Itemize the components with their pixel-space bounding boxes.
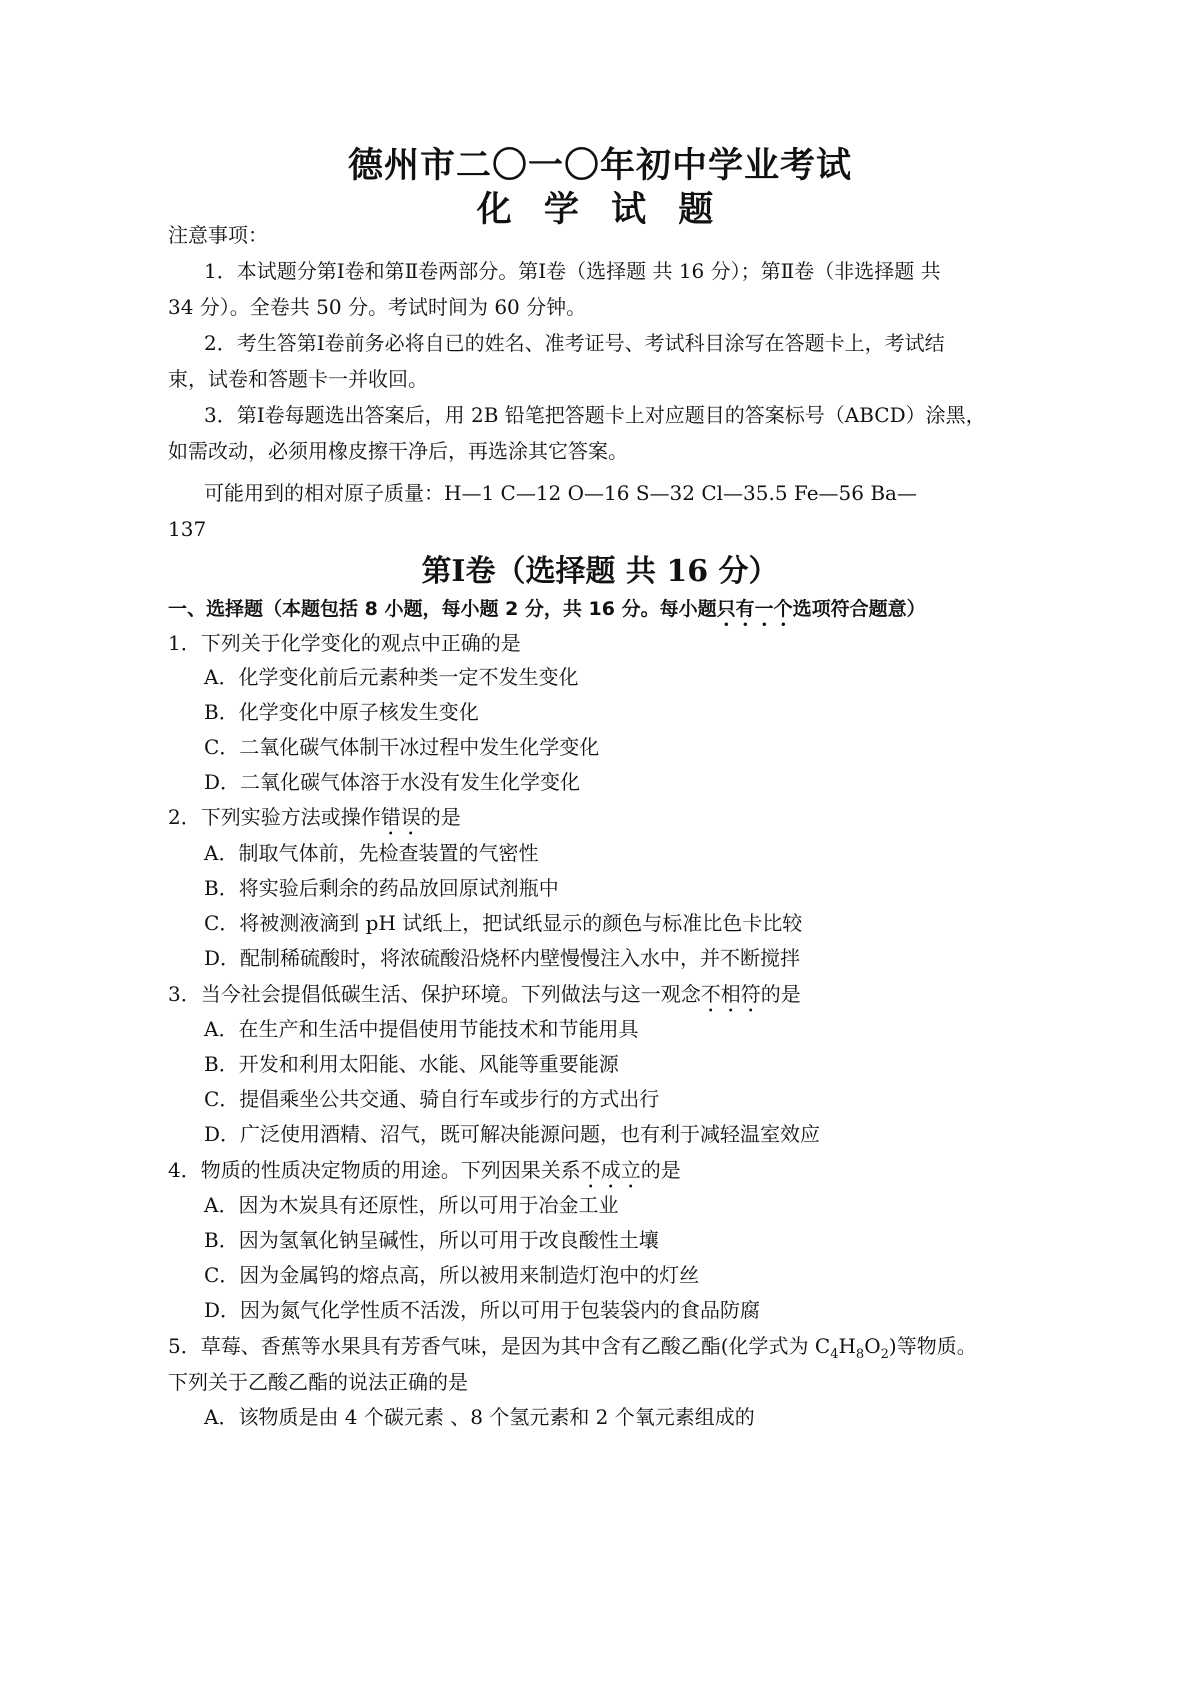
formula-o: O — [864, 1334, 881, 1358]
question-4-stem-prefix: 4．物质的性质决定物质的用途。下列因果关系 — [168, 1158, 581, 1182]
question-3-stem-suffix: 的是 — [760, 982, 801, 1006]
atomic-mass-line-2: 137 — [168, 517, 207, 541]
question-4-option-c: C．因为金属钨的熔点高，所以被用来制造灯泡中的灯丝 — [204, 1263, 700, 1287]
question-4-stem-emphasis: 不成立 — [580, 1158, 641, 1182]
notice-label: 注意事项： — [168, 223, 268, 247]
question-3-stem — [168, 981, 801, 1017]
notice-item-3-line-1: 3．第Ⅰ卷每题选出答案后，用 2B 铅笔把答题卡上对应题目的答案标号（ABCD）涂黑， — [204, 403, 986, 427]
question-5-stem-suffix: )等物质。 — [888, 1334, 977, 1358]
question-3-option-c: C．提倡乘坐公共交通、骑自行车或步行的方式出行 — [204, 1087, 660, 1111]
question-1-stem: 1．下列关于化学变化的观点中正确的是 — [168, 631, 521, 655]
question-2-option-a: A．制取气体前，先检查装置的气密性 — [204, 841, 539, 865]
question-3-stem-emphasis: 不相符 — [700, 982, 761, 1006]
notice-item-2-line-2: 束，试卷和答题卡一并收回。 — [168, 367, 428, 391]
question-2-stem — [168, 804, 461, 840]
formula-subscript-c: 4 — [830, 1347, 839, 1362]
formula-subscript-o: 2 — [880, 1347, 889, 1362]
question-2-option-d: D．配制稀硫酸时，将浓硫酸沿烧杯内壁慢慢注入水中，并不断搅拌 — [204, 946, 801, 970]
question-5-option-a: A．该物质是由 4 个碳元素 、8 个氢元素和 2 个氧元素组成的 — [204, 1405, 755, 1429]
question-2-stem-suffix: 的是 — [420, 805, 461, 829]
section-1-prefix: 一、选择题（本题包括 8 小题，每小题 2 分，共 16 分。每小题 — [168, 598, 717, 620]
formula-subscript-h: 8 — [855, 1347, 865, 1362]
question-3-option-d: D．广泛使用酒精、沼气，既可解决能源问题，也有利于减轻温室效应 — [204, 1122, 821, 1146]
notice-item-3-line-2: 如需改动，必须用橡皮擦干净后，再选涂其它答案。 — [168, 439, 628, 463]
section-1-suffix: 选项符合题意） — [792, 598, 926, 620]
question-5-stem-line-2: 下列关于乙酸乙酯的说法正确的是 — [168, 1370, 468, 1394]
atomic-mass-line-1: 可能用到的相对原子质量：H—1 C—12 O—16 S—32 Cl—35.5 Fe—56 Ba— — [204, 481, 917, 505]
question-4-option-a: A．因为木炭具有还原性，所以可用于冶金工业 — [204, 1193, 619, 1217]
part-1-heading: 第Ⅰ卷（选择题 共 16 分） — [421, 554, 779, 589]
question-4-option-b: B．因为氢氧化钠呈碱性，所以可用于改良酸性土壤 — [204, 1228, 659, 1252]
section-1-emphasis: 只有一个 — [716, 598, 793, 620]
question-3-option-a: A．在生产和生活中提倡使用节能技术和节能用具 — [204, 1017, 639, 1041]
question-2-option-c: C．将被测液滴到 pH 试纸上，把试纸显示的颜色与标准比色卡比较 — [204, 911, 803, 935]
question-1-option-a: A．化学变化前后元素种类一定不发生变化 — [204, 665, 579, 689]
question-5-stem-line-1 — [168, 1333, 977, 1368]
exam-title: 德州市二〇一〇年初中学业考试 — [347, 146, 852, 186]
question-2-stem-emphasis: 错误 — [380, 805, 421, 829]
question-1-option-d: D．二氧化碳气体溶于水没有发生化学变化 — [204, 770, 581, 794]
question-3-option-b: B．开发和利用太阳能、水能、风能等重要能源 — [204, 1052, 619, 1076]
question-5-stem-prefix: 5．草莓、香蕉等水果具有芳香气味，是因为其中含有乙酸乙酯(化学式为 C — [168, 1334, 831, 1358]
question-4-option-d: D．因为氮气化学性质不活泼，所以可用于包装袋内的食品防腐 — [204, 1298, 761, 1322]
question-4-stem-suffix: 的是 — [640, 1158, 681, 1182]
formula-h: H — [838, 1334, 856, 1358]
question-3-stem-prefix: 3．当今社会提倡低碳生活、保护环境。下列做法与这一观念 — [168, 982, 701, 1006]
question-1-option-b: B．化学变化中原子核发生变化 — [204, 700, 479, 724]
question-2-option-b: B．将实验后剩余的药品放回原试剂瓶中 — [204, 876, 559, 900]
notice-item-2-line-1: 2．考生答第Ⅰ卷前务必将自已的姓名、准考证号、考试科目涂写在答题卡上，考试结 — [204, 331, 945, 355]
exam-subtitle: 化 学 试 题 — [476, 190, 724, 230]
notice-item-1-line-1: 1．本试题分第Ⅰ卷和第Ⅱ卷两部分。第Ⅰ卷（选择题 共 16 分）；第Ⅱ卷（非选择题 共 — [204, 259, 941, 283]
question-4-stem — [168, 1157, 681, 1193]
question-1-option-c: C．二氧化碳气体制干冰过程中发生化学变化 — [204, 735, 600, 759]
notice-item-1-line-2: 34 分）。全卷共 50 分。考试时间为 60 分钟。 — [168, 295, 587, 319]
section-1-instructions — [168, 594, 926, 631]
question-2-stem-prefix: 2．下列实验方法或操作 — [168, 805, 381, 829]
